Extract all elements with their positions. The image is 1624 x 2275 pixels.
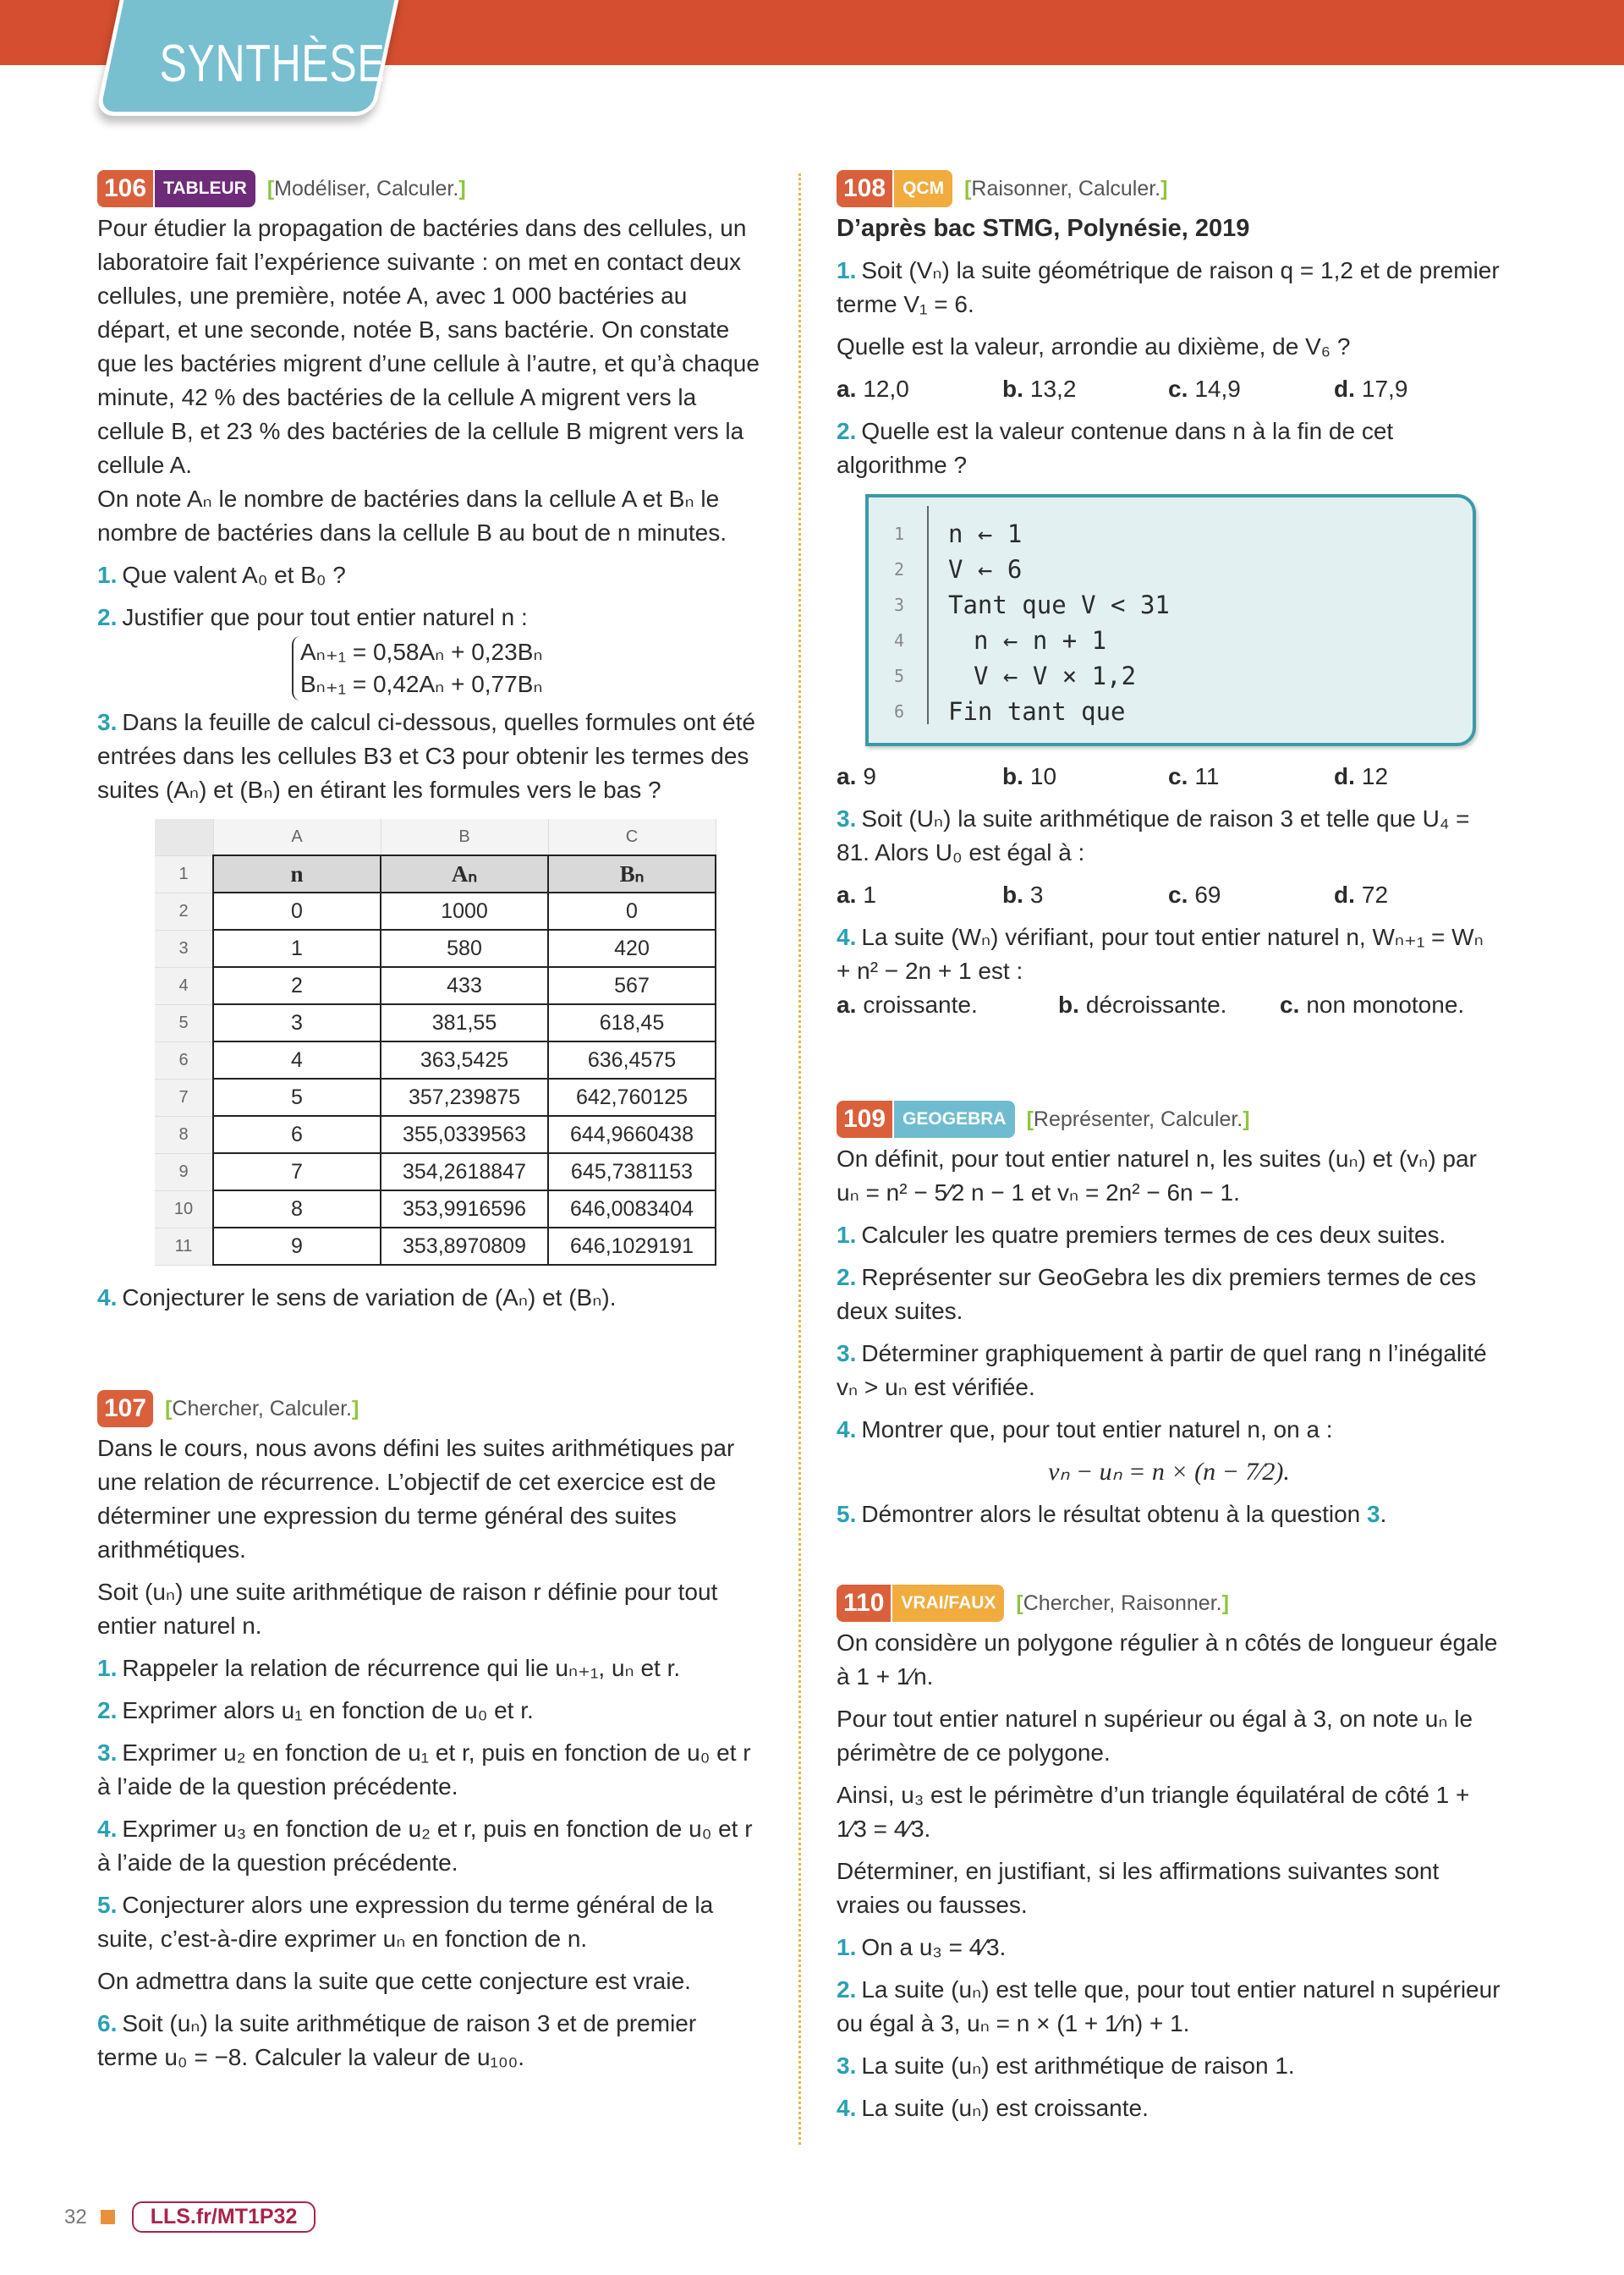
table-cell: 644,9660438 — [548, 1116, 716, 1153]
choice-letter: a. — [837, 992, 857, 1018]
choice-value: 9 — [863, 763, 876, 789]
paragraph: On considère un polygone régulier à n côtés de longueur égale à 1 + 1⁄n. — [837, 1629, 1498, 1690]
question-1-b: Quelle est la valeur, arrondie au dixième, de V₆ ? — [837, 333, 1351, 360]
line-number: 2 — [894, 559, 905, 580]
intro-text: Pour étudier la propagation de bactéries dans des cellules, un laboratoire fait l’expérience suivante : on met en contact deux cellules, une première, notée A, avec 1 000 bactéries au départ, et une seconde, notée B, sans bactérie. On constate que les bactéries migrent d’une cellule à l’autre, et qu’à chaque minute, 42 % des bactéries de la cellule A migrent vers la cellule B, et 23 % des bactéries de la cellule B migrent vers la cellule A. — [97, 215, 760, 478]
code-line — [894, 658, 1170, 694]
table-cell: 1 — [213, 930, 381, 967]
choice-letter: a. — [837, 763, 857, 789]
note: On admettra dans la suite que cette conjecture est vraie. — [97, 1968, 691, 1994]
skills: [Chercher, Calculer.] — [165, 1397, 359, 1421]
table-cell: 646,0083404 — [548, 1190, 716, 1228]
intro-text-2: On note Aₙ le nombre de bactéries dans la cellule A et Bₙ le nombre de bactéries dans la cellule B au bout de n minutes. — [97, 486, 727, 546]
table-row — [155, 1228, 716, 1265]
question-text: On a u₃ = 4⁄3. — [861, 1934, 1007, 1960]
code-line — [894, 623, 1170, 658]
choice-value: 13,2 — [1029, 376, 1077, 402]
question-text: Rappeler la relation de récurrence qui lie uₙ₊₁, uₙ et r. — [122, 1655, 681, 1681]
table-cell: 645,7381153 — [548, 1153, 716, 1190]
question-item — [837, 2049, 1501, 2083]
question-text: Calculer les quatre premiers termes de ces deux suites. — [861, 1222, 1446, 1248]
square-marker-icon — [101, 2210, 115, 2224]
table-cell: 0 — [548, 893, 716, 930]
code-text: n ← n + 1 — [974, 626, 1107, 655]
exercise-tag: VRAI/FAUX — [892, 1585, 1004, 1622]
table-cell: 0 — [213, 893, 381, 930]
answer-choice[interactable] — [1002, 760, 1168, 794]
table-row — [155, 1041, 716, 1079]
table-cell: 420 — [548, 930, 716, 967]
row-number: 4 — [155, 967, 213, 1004]
column-letter: C — [548, 819, 716, 855]
choice-letter: b. — [1002, 882, 1023, 908]
question-number: 2. — [837, 1264, 857, 1290]
question-number: 1. — [837, 1934, 857, 1960]
formula: vₙ − uₙ = n × (n − 7⁄2). — [1048, 1458, 1290, 1486]
answer-choice[interactable] — [1280, 988, 1501, 1022]
choice-value: 72 — [1361, 882, 1389, 908]
question-2: 2. Quelle est la valeur contenue dans n à la fin de cet algorithme ? — [837, 418, 1394, 478]
choices-3 — [837, 878, 1501, 912]
code-line — [894, 694, 1170, 729]
skills: [Modéliser, Calculer.] — [266, 177, 466, 201]
equation-a: Aₙ₊₁ = 0,58Aₙ + 0,23Bₙ — [300, 639, 543, 665]
exercise-subtitle: D’après bac STMG, Polynésie, 2019 — [837, 215, 1250, 242]
question-text: La suite (uₙ) est arithmétique de raison 1. — [861, 2052, 1295, 2079]
question-item — [837, 1261, 1501, 1328]
question-number: 3. — [97, 1739, 118, 1766]
question-number: 4. — [97, 1816, 118, 1842]
choice-letter: d. — [1334, 376, 1355, 402]
skills: [Chercher, Raisonner.] — [1016, 1591, 1229, 1615]
code-text: V ← 6 — [948, 555, 1023, 584]
choice-value: 10 — [1029, 763, 1057, 789]
question-text: La suite (uₙ) est telle que, pour tout entier naturel n supérieur ou égal à 3, uₙ = n × (1 + 1⁄n) + 1. — [837, 1976, 1501, 2036]
choices-1 — [837, 372, 1501, 406]
table-cell: 567 — [548, 967, 716, 1004]
question-number: 5. — [97, 1892, 118, 1918]
table-row — [155, 930, 716, 967]
choice-letter: c. — [1168, 763, 1188, 789]
line-number: 3 — [894, 595, 905, 615]
answer-choice[interactable] — [1058, 988, 1280, 1022]
choice-value: 12,0 — [863, 376, 909, 402]
question-number: 2. — [837, 1976, 857, 2003]
answer-choice[interactable] — [1168, 760, 1334, 794]
section-title: SYNTHÈSE — [159, 35, 386, 93]
footer — [64, 2201, 315, 2233]
question-text: Exprimer alors u₁ en fonction de u₀ et r. — [122, 1697, 534, 1723]
question-number: 4. — [837, 2095, 857, 2121]
answer-choice[interactable] — [1334, 878, 1500, 912]
table-row — [155, 967, 716, 1004]
choice-value: 12 — [1361, 763, 1389, 789]
skills: [Représenter, Calculer.] — [1026, 1107, 1250, 1131]
question-text: Représenter sur GeoGebra les dix premiers termes de ces deux suites. — [837, 1264, 1477, 1324]
question-item — [837, 1931, 1501, 1965]
question-number: 2. — [97, 1697, 118, 1723]
answer-choice[interactable] — [1002, 372, 1168, 406]
choice-value: 69 — [1194, 882, 1221, 908]
question-4: 4. Conjecturer le sens de variation de (Aₙ) et (Bₙ). — [97, 1284, 617, 1311]
table-cell: 1000 — [381, 893, 548, 930]
choice-value: 1 — [863, 882, 876, 908]
exercise-107 — [97, 1389, 762, 2083]
equation-b: Bₙ₊₁ = 0,42Aₙ + 0,77Bₙ — [300, 671, 543, 697]
table-row — [155, 1190, 716, 1228]
question-text: Exprimer u₃ en fonction de u₂ et r, puis en fonction de u₀ et r à l’aide de la question précédente. — [97, 1816, 753, 1876]
question-text: Déterminer graphiquement à partir de quel rang n l’inégalité vₙ > uₙ est vérifiée. — [837, 1340, 1487, 1400]
row-number: 10 — [155, 1190, 213, 1228]
question-item — [97, 1736, 762, 1804]
intro-text: On définit, pour tout entier naturel n, les suites (uₙ) et (vₙ) par uₙ = n² − 5⁄2 n − 1 et vₙ = 2n² − 6n − 1. — [837, 1146, 1477, 1206]
table-cell: 381,55 — [381, 1004, 548, 1041]
paragraph: Déterminer, en justifiant, si les affirmations suivantes sont vraies ou fausses. — [837, 1858, 1440, 1918]
choice-value: 14,9 — [1194, 376, 1241, 402]
question-number: 3. — [837, 1340, 857, 1366]
question-number: 1. — [837, 1222, 857, 1248]
question-text: Montrer que, pour tout entier naturel n, on a : — [861, 1416, 1333, 1442]
choice-letter: b. — [1002, 376, 1023, 402]
question-item — [837, 1413, 1501, 1447]
choice-letter: a. — [837, 376, 857, 402]
choices-4 — [837, 988, 1501, 1022]
exercise-tag: GEOGEBRA — [894, 1101, 1015, 1138]
choice-value: non monotone. — [1306, 992, 1465, 1018]
exercise-106 — [97, 169, 762, 1323]
question-item — [837, 1337, 1501, 1404]
row-number: 11 — [155, 1228, 213, 1265]
exercise-header — [837, 1584, 1501, 1623]
column-letter: B — [381, 819, 548, 855]
row-number: 8 — [155, 1116, 213, 1153]
code-text: Tant que V < 31 — [948, 591, 1170, 619]
exercise-number: 106 — [97, 170, 153, 207]
intro-text: Dans le cours, nous avons défini les suites arithmétiques par une relation de récurrence. L’objectif de cet exercice est de déterminer une expression du terme général des suites arithmétiques. — [97, 1435, 735, 1563]
table-cell: 6 — [213, 1116, 381, 1153]
question-4: 4. La suite (Wₙ) vérifiant, pour tout entier naturel n, Wₙ₊₁ = Wₙ + n² − 2n + 1 est : — [837, 924, 1484, 984]
table-cell: 355,0339563 — [381, 1116, 548, 1153]
table-row — [155, 1004, 716, 1041]
answer-choice[interactable] — [837, 760, 1002, 794]
choice-value: croissante. — [863, 992, 978, 1018]
answer-choice[interactable] — [1168, 878, 1334, 912]
question-list — [837, 1931, 1501, 2125]
choice-value: 17,9 — [1361, 376, 1408, 402]
paragraph: Ainsi, u₃ est le périmètre d’un triangle équilatéral de côté 1 + 1⁄3 = 4⁄3. — [837, 1782, 1470, 1842]
choice-letter: c. — [1168, 376, 1188, 402]
question-number: 4. — [837, 1416, 857, 1442]
question-1: 1. Que valent A₀ et B₀ ? — [97, 562, 346, 588]
line-number: 5 — [894, 666, 905, 686]
page-number: 32 — [64, 2205, 87, 2228]
header-cell: Aₙ — [381, 855, 548, 893]
table-cell: 433 — [381, 967, 548, 1004]
question-item — [97, 1694, 762, 1728]
code-text: Fin tant que — [948, 697, 1126, 726]
answer-choice[interactable] — [1002, 878, 1168, 912]
line-number: 6 — [894, 701, 905, 722]
exercise-108 — [837, 169, 1501, 1030]
row-number: 5 — [155, 1004, 213, 1041]
table-cell: 3 — [213, 1004, 381, 1041]
table-cell: 363,5425 — [381, 1041, 548, 1079]
table-cell: 646,1029191 — [548, 1228, 716, 1265]
code-line — [894, 587, 1170, 623]
question-number: 3. — [837, 2052, 857, 2079]
table-cell: 8 — [213, 1190, 381, 1228]
choice-letter: d. — [1334, 882, 1355, 908]
equation-system — [292, 636, 762, 701]
choice-value: 3 — [1029, 882, 1044, 908]
question-item — [837, 1218, 1501, 1252]
answer-choice[interactable] — [1334, 372, 1500, 406]
header-cell: n — [213, 855, 381, 893]
table-cell: 618,45 — [548, 1004, 716, 1041]
choice-letter: c. — [1168, 882, 1188, 908]
question-item — [97, 1812, 762, 1880]
exercise-header — [97, 1389, 762, 1428]
paragraph: Pour tout entier naturel n supérieur ou égal à 3, on note uₙ le périmètre de ce polygone. — [837, 1706, 1473, 1766]
exercise-109 — [837, 1100, 1501, 1540]
question-item — [97, 1888, 762, 1956]
exercise-tag: TABLEUR — [155, 170, 255, 207]
exercise-header — [837, 1100, 1501, 1139]
question-number: 1. — [97, 1655, 118, 1681]
question-list — [837, 1218, 1501, 1447]
question-3: 3. Dans la feuille de calcul ci-dessous, quelles formules ont été entrées dans les cellules B3 et C3 pour obtenir les termes des suites (Aₙ) et (Bₙ) en étirant les formules vers le bas ? — [97, 709, 755, 803]
table-row — [155, 1153, 716, 1190]
table-row — [155, 893, 716, 930]
answer-choice[interactable] — [1168, 372, 1334, 406]
choice-letter: b. — [1002, 763, 1023, 789]
choice-value: 11 — [1194, 763, 1220, 789]
line-number: 1 — [894, 524, 905, 544]
code-line — [894, 552, 1170, 587]
row-number: 3 — [155, 930, 213, 967]
choice-letter: c. — [1280, 992, 1300, 1018]
table-cell: 580 — [381, 930, 548, 967]
table-cell: 9 — [213, 1228, 381, 1265]
code-line — [894, 516, 1170, 552]
question-3: 3. Soit (Uₙ) la suite arithmétique de raison 3 et telle que U₄ = 81. Alors U₀ est égal à : — [837, 805, 1470, 865]
algorithm-box — [865, 494, 1476, 746]
exercise-number: 110 — [837, 1585, 891, 1622]
row-number: 9 — [155, 1153, 213, 1190]
question-item — [837, 2091, 1501, 2125]
exercise-number: 108 — [837, 170, 892, 207]
table-cell: 636,4575 — [548, 1041, 716, 1079]
table-cell: 4 — [213, 1041, 381, 1079]
answer-choice[interactable] — [837, 878, 1002, 912]
table-cell: 357,239875 — [381, 1079, 548, 1116]
row-number: 7 — [155, 1079, 213, 1116]
skills: [Raisonner, Calculer.] — [964, 177, 1168, 201]
choice-letter: a. — [837, 882, 857, 908]
exercise-number: 109 — [837, 1101, 892, 1138]
exercise-header — [97, 169, 762, 208]
question-6: 6. Soit (uₙ) la suite arithmétique de raison 3 et de premier terme u₀ = −8. Calculer la valeur de u₁₀₀. — [97, 2010, 697, 2070]
question-2: 2. Justifier que pour tout entier naturel n : — [97, 604, 528, 630]
exercise-110 — [837, 1584, 1501, 2134]
column-letter: A — [213, 819, 381, 855]
table-cell: 642,760125 — [548, 1079, 716, 1116]
question-text: La suite (uₙ) est croissante. — [861, 2095, 1149, 2121]
question-1: 1. Soit (Vₙ) la suite géométrique de raison q = 1,2 et de premier terme V₁ = 6. — [837, 257, 1500, 317]
line-number: 4 — [894, 630, 905, 651]
resource-link[interactable]: LLS.fr/MT1P32 — [132, 2201, 316, 2233]
choice-letter: d. — [1334, 763, 1355, 789]
header-cell: Bₙ — [548, 855, 716, 893]
spreadsheet — [155, 819, 716, 1266]
row-number: 6 — [155, 1041, 213, 1079]
row-number: 2 — [155, 893, 213, 930]
question-text: Exprimer u₂ en fonction de u₁ et r, puis en fonction de u₀ et r à l’aide de la question précédente. — [97, 1739, 751, 1800]
table-row — [155, 1116, 716, 1153]
code-text: V ← V × 1,2 — [974, 662, 1137, 690]
question-text: Conjecturer alors une expression du terme général de la suite, c’est-à-dire exprimer uₙ en fonction de n. — [97, 1892, 714, 1952]
table-cell: 5 — [213, 1079, 381, 1116]
table-cell: 353,8970809 — [381, 1228, 548, 1265]
answer-choice[interactable] — [837, 372, 1002, 406]
exercise-header — [837, 169, 1501, 208]
choice-letter: b. — [1058, 992, 1079, 1018]
choice-value: décroissante. — [1085, 992, 1227, 1018]
question-5: 5. Démontrer alors le résultat obtenu à la question 3. — [837, 1501, 1387, 1527]
intro-text-2: Soit (uₙ) une suite arithmétique de raison r définie pour tout entier naturel n. — [97, 1579, 718, 1639]
code-text: n ← 1 — [948, 519, 1023, 548]
column-divider — [798, 173, 801, 2145]
question-list — [97, 1651, 762, 1956]
exercise-tag: QCM — [894, 170, 952, 207]
choices-2 — [837, 760, 1501, 794]
exercise-number: 107 — [97, 1390, 153, 1427]
answer-choice[interactable] — [837, 988, 1058, 1022]
row-number: 1 — [155, 855, 213, 893]
table-cell: 7 — [213, 1153, 381, 1190]
table-cell: 354,2618847 — [381, 1153, 548, 1190]
table-row — [155, 1079, 716, 1116]
answer-choice[interactable] — [1334, 760, 1500, 794]
table-cell: 353,9916596 — [381, 1190, 548, 1228]
question-item — [837, 1973, 1501, 2041]
question-item — [97, 1651, 762, 1685]
table-cell: 2 — [213, 967, 381, 1004]
